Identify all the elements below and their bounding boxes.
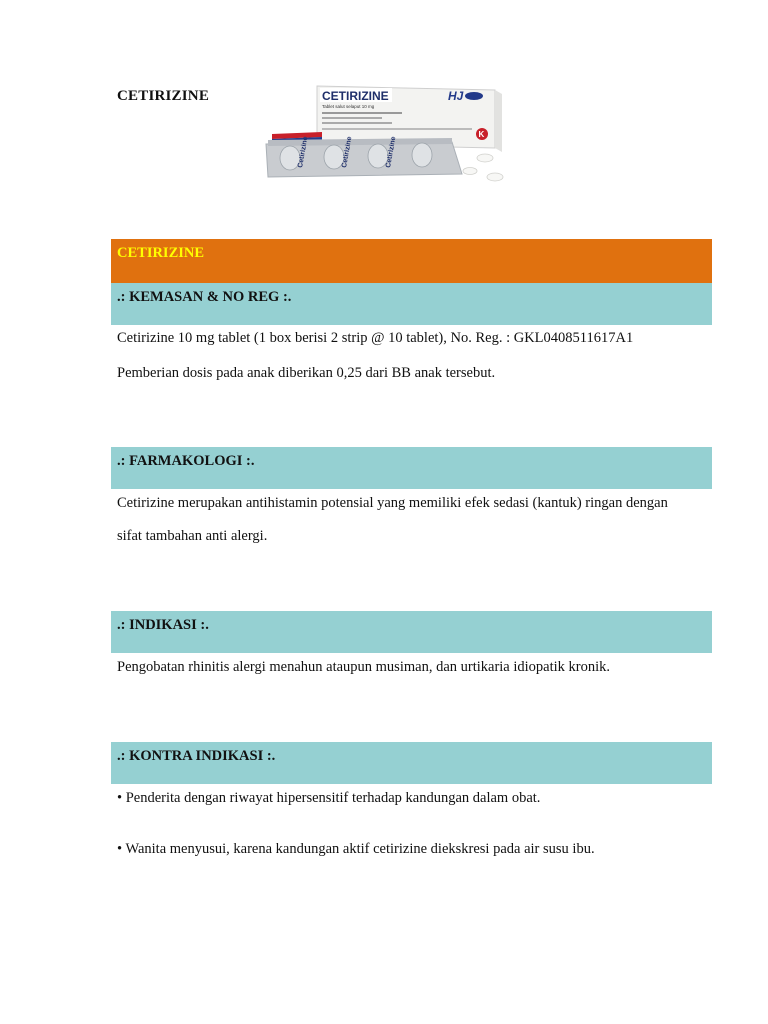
box-logo-text: HJ: [448, 89, 464, 103]
product-photo: [262, 82, 507, 187]
box-brand-text: CETIRIZINE: [322, 89, 389, 103]
farmakologi-line-2: sifat tambahan anti alergi.: [117, 528, 268, 544]
table-header-cetirizine: CETIRIZINE: [111, 239, 712, 283]
strip-label-2: Cetirizine: [341, 136, 354, 169]
indikasi-line-1: Pengobatan rhinitis alergi menahun ataupun musiman, dan urtikaria idiopatik kronik.: [117, 659, 611, 675]
svg-text:K: K: [478, 130, 485, 139]
section-heading-farmakologi: .: FARMAKOLOGI :.: [111, 447, 712, 489]
kemasan-line-1: Cetirizine 10 mg tablet (1 box berisi 2 strip @ 10 tablet), No. Reg. : GKL0408511617A1: [117, 330, 634, 346]
strip-label-3: Cetirizine: [385, 136, 398, 169]
section-heading-kontra-indikasi: .: KONTRA INDIKASI :.: [111, 742, 712, 784]
section-heading-indikasi: .: INDIKASI :.: [111, 611, 712, 653]
box-sub-text: Tablet salut selaput 10 mg: [322, 104, 375, 109]
document-title: CETIRIZINE: [117, 88, 210, 104]
section-heading-kemasan: .: KEMASAN & NO REG :.: [111, 283, 712, 325]
farmakologi-line-1: Cetirizine merupakan antihistamin potensial yang memiliki efek sedasi (kantuk) ringan dengan: [117, 495, 668, 511]
kontra-indikasi-bullet-2: • Wanita menyusui, karena kandungan aktif cetirizine diekskresi pada air susu ibu.: [117, 841, 595, 857]
kemasan-line-2: Pemberian dosis pada anak diberikan 0,25 dari BB anak tersebut.: [117, 365, 496, 381]
strip-label-1: Cetirizine: [297, 136, 310, 169]
kontra-indikasi-bullet-1: • Penderita dengan riwayat hipersensitif terhadap kandungan dalam obat.: [117, 790, 541, 806]
